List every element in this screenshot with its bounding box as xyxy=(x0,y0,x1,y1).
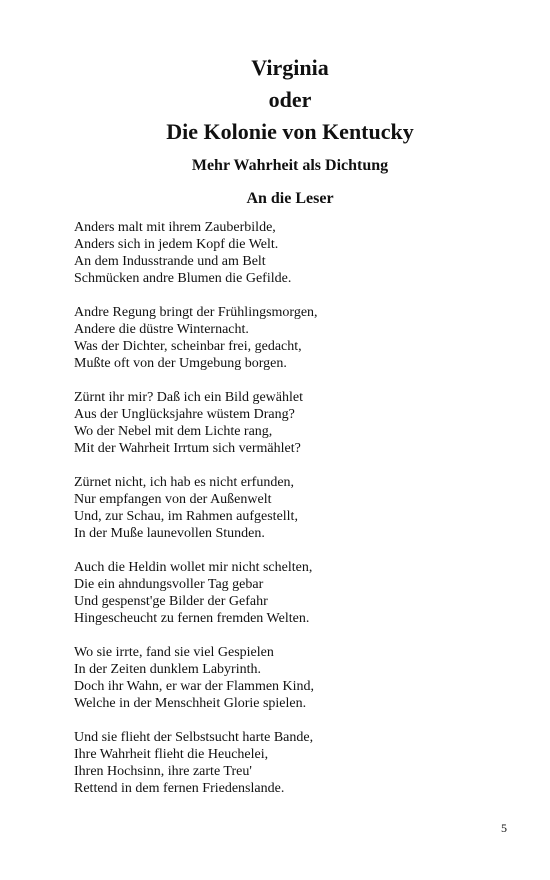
verse: Zürnet nicht, ich hab es nicht erfunden, xyxy=(74,475,295,490)
stanza-6 xyxy=(74,644,514,712)
verse: Anders malt mit ihrem Zauberbilde, xyxy=(74,220,276,235)
verse: Mit der Wahrheit Irrtum sich vermählet? xyxy=(74,441,301,456)
verse: Auch die Heldin wollet mir nicht schelten, xyxy=(74,560,313,575)
verse: Mußte oft von der Umgebung borgen. xyxy=(74,356,287,371)
verse: Zürnt ihr mir? Daß ich ein Bild gewählet xyxy=(74,390,303,405)
verse: Andre Regung bringt der Frühlingsmorgen, xyxy=(74,305,318,320)
title-line-1: Virginia xyxy=(251,55,329,80)
verse: Hingescheucht zu fernen fremden Welten. xyxy=(74,611,310,626)
title-line-2: oder xyxy=(268,87,312,112)
stanza-4 xyxy=(74,474,514,542)
page-number: 5 xyxy=(501,821,507,835)
verse: Andere die düstre Winternacht. xyxy=(74,322,249,337)
verse: In der Muße launevollen Stunden. xyxy=(74,526,265,541)
stanza-3 xyxy=(74,389,514,457)
verse: Was der Dichter, scheinbar frei, gedacht, xyxy=(74,339,302,354)
dedication-heading: An die Leser xyxy=(246,190,334,207)
verse: Und, zur Schau, im Rahmen aufgestellt, xyxy=(74,509,298,524)
verse: Die ein ahndungsvoller Tag gebar xyxy=(74,577,264,592)
poem xyxy=(74,219,514,814)
verse: Und sie flieht der Selbstsucht harte Bande, xyxy=(74,730,314,745)
title-block xyxy=(75,52,505,209)
verse: Rettend in dem fernen Friedenslande. xyxy=(74,781,285,796)
subtitle: Mehr Wahrheit als Dichtung xyxy=(191,157,389,174)
verse: Welche in der Menschheit Glorie spielen. xyxy=(74,696,307,711)
verse: Wo der Nebel mit dem Lichte rang, xyxy=(74,424,273,439)
verse: Anders sich in jedem Kopf die Welt. xyxy=(74,237,279,252)
verse: Wo sie irrte, fand sie viel Gespielen xyxy=(74,645,274,660)
verse: An dem Indusstrande und am Belt xyxy=(74,254,266,269)
verse: Ihren Hochsinn, ihre zarte Treu' xyxy=(74,764,252,779)
verse: Nur empfangen von der Außenwelt xyxy=(74,492,272,507)
verse: Schmücken andre Blumen die Gefilde. xyxy=(74,271,292,286)
stanza-5 xyxy=(74,559,514,627)
stanza-1 xyxy=(74,219,514,287)
verse: Und gespenst'ge Bilder der Gefahr xyxy=(74,594,268,609)
stanza-2 xyxy=(74,304,514,372)
verse: In der Zeiten dunklem Labyrinth. xyxy=(74,662,261,677)
verse: Ihre Wahrheit flieht die Heuchelei, xyxy=(74,747,269,762)
title-line-3: Die Kolonie von Kentucky xyxy=(166,119,414,144)
verse: Aus der Unglücksjahre wüstem Drang? xyxy=(74,407,295,422)
stanza-7 xyxy=(74,729,514,797)
verse: Doch ihr Wahn, er war der Flammen Kind, xyxy=(74,679,315,694)
